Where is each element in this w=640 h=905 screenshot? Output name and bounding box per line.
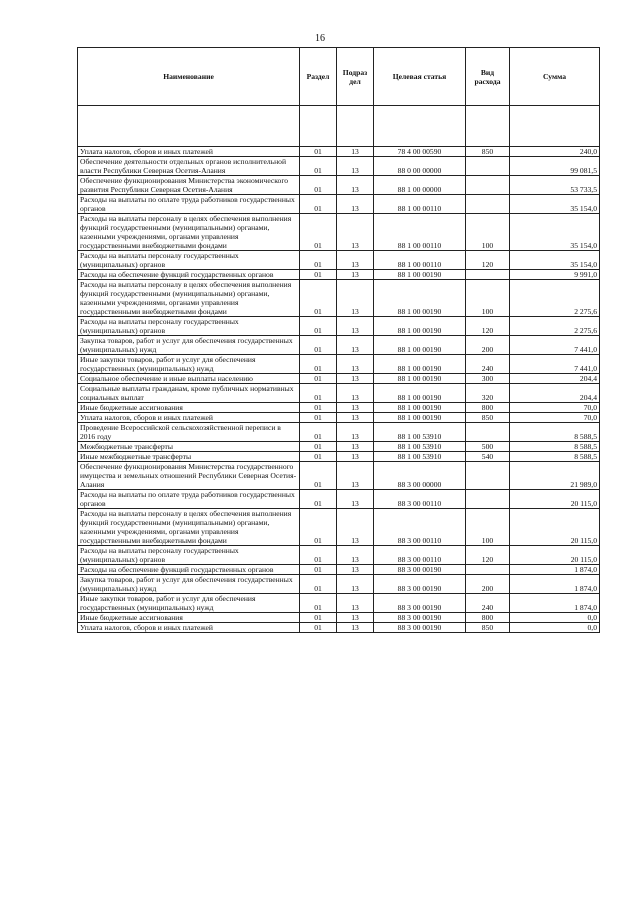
- row-kind-cell: 100: [466, 509, 510, 546]
- row-kind-cell: [466, 462, 510, 490]
- row-amount-cell: 20 115,0: [510, 509, 600, 546]
- header-expense-type: Вид расхода: [466, 48, 510, 106]
- row-subsection-cell: 13: [337, 336, 374, 355]
- row-subsection-cell: 13: [337, 546, 374, 565]
- row-subsection-cell: 13: [337, 623, 374, 633]
- row-amount-cell: 240,0: [510, 147, 600, 157]
- row-article-cell: 88 3 00 00190: [374, 623, 466, 633]
- row-name-cell: Расходы на выплаты персоналу государственных (муниципальных) органов: [78, 251, 300, 270]
- row-section-cell: 01: [300, 251, 337, 270]
- row-subsection-cell: 13: [337, 442, 374, 452]
- row-name-cell: Обеспечение деятельности отдельных органов исполнительной власти Республики Северная Осетия-Алания: [78, 157, 300, 176]
- row-section-cell: 01: [300, 280, 337, 317]
- row-section-cell: 01: [300, 403, 337, 413]
- row-subsection-cell: 13: [337, 214, 374, 251]
- spacer-cell: [337, 106, 374, 147]
- row-section-cell: 01: [300, 462, 337, 490]
- row-name-cell: Расходы на обеспечение функций государственных органов: [78, 565, 300, 575]
- row-amount-cell: 8 588,5: [510, 452, 600, 462]
- row-article-cell: 88 1 00 00190: [374, 317, 466, 336]
- row-kind-cell: [466, 423, 510, 442]
- table-row: [78, 413, 600, 423]
- table-row: [78, 157, 600, 176]
- table-row: [78, 355, 600, 374]
- row-name-cell: Социальные выплаты гражданам, кроме публичных нормативных социальных выплат: [78, 384, 300, 403]
- table-row: [78, 195, 600, 214]
- row-subsection-cell: 13: [337, 423, 374, 442]
- row-subsection-cell: 13: [337, 384, 374, 403]
- table-row: [78, 442, 600, 452]
- row-section-cell: 01: [300, 214, 337, 251]
- page-number: 16: [315, 33, 325, 44]
- row-section-cell: 01: [300, 594, 337, 613]
- row-subsection-cell: 13: [337, 575, 374, 594]
- row-amount-cell: 20 115,0: [510, 490, 600, 509]
- row-article-cell: 88 1 00 00110: [374, 251, 466, 270]
- row-subsection-cell: 13: [337, 270, 374, 280]
- row-kind-cell: 100: [466, 214, 510, 251]
- row-kind-cell: 500: [466, 442, 510, 452]
- row-section-cell: 01: [300, 623, 337, 633]
- row-amount-cell: 1 874,0: [510, 565, 600, 575]
- row-section-cell: 01: [300, 147, 337, 157]
- row-subsection-cell: 13: [337, 462, 374, 490]
- table-body: [78, 106, 600, 633]
- row-kind-cell: [466, 157, 510, 176]
- row-article-cell: 88 1 00 00190: [374, 403, 466, 413]
- row-section-cell: 01: [300, 384, 337, 403]
- row-section-cell: 01: [300, 317, 337, 336]
- table-row: [78, 452, 600, 462]
- row-kind-cell: 100: [466, 280, 510, 317]
- row-subsection-cell: 13: [337, 509, 374, 546]
- row-kind-cell: 240: [466, 594, 510, 613]
- table-row: [78, 374, 600, 384]
- table-row: [78, 384, 600, 403]
- table-row: [78, 546, 600, 565]
- row-article-cell: 88 3 00 00110: [374, 490, 466, 509]
- row-article-cell: 88 3 00 00110: [374, 509, 466, 546]
- spacer-cell: [374, 106, 466, 147]
- row-subsection-cell: 13: [337, 594, 374, 613]
- row-kind-cell: 120: [466, 317, 510, 336]
- row-kind-cell: [466, 176, 510, 195]
- row-article-cell: 78 4 00 00590: [374, 147, 466, 157]
- budget-table: [77, 47, 600, 633]
- header-target-article: Целевая статья: [374, 48, 466, 106]
- row-subsection-cell: 13: [337, 147, 374, 157]
- row-section-cell: 01: [300, 575, 337, 594]
- table-row: [78, 147, 600, 157]
- row-name-cell: Расходы на выплаты по оплате труда работников государственных органов: [78, 195, 300, 214]
- row-section-cell: 01: [300, 336, 337, 355]
- row-kind-cell: 200: [466, 575, 510, 594]
- table-row: [78, 251, 600, 270]
- table-row: [78, 317, 600, 336]
- row-kind-cell: 850: [466, 147, 510, 157]
- row-article-cell: 88 3 00 00190: [374, 575, 466, 594]
- row-name-cell: Закупка товаров, работ и услуг для обеспечения государственных (муниципальных) нужд: [78, 336, 300, 355]
- row-subsection-cell: 13: [337, 403, 374, 413]
- row-name-cell: Расходы на обеспечение функций государственных органов: [78, 270, 300, 280]
- row-kind-cell: 800: [466, 613, 510, 623]
- row-amount-cell: 8 588,5: [510, 423, 600, 442]
- table-row: [78, 594, 600, 613]
- table-header: [78, 48, 600, 106]
- row-amount-cell: 35 154,0: [510, 214, 600, 251]
- spacer-cell: [510, 106, 600, 147]
- row-article-cell: 88 3 00 00000: [374, 462, 466, 490]
- spacer-cell: [78, 106, 300, 147]
- table-row: [78, 509, 600, 546]
- row-amount-cell: 0,0: [510, 623, 600, 633]
- row-section-cell: 01: [300, 423, 337, 442]
- row-name-cell: Обеспечение функционирования Министерства экономического развития Республики Северная Осетия-Алания: [78, 176, 300, 195]
- row-amount-cell: 35 154,0: [510, 195, 600, 214]
- header-amount: Сумма: [510, 48, 600, 106]
- row-kind-cell: 800: [466, 403, 510, 413]
- row-article-cell: 88 1 00 00190: [374, 413, 466, 423]
- row-amount-cell: 99 081,5: [510, 157, 600, 176]
- row-section-cell: 01: [300, 176, 337, 195]
- row-kind-cell: 850: [466, 623, 510, 633]
- row-article-cell: 88 3 00 00110: [374, 546, 466, 565]
- row-article-cell: 88 1 00 00190: [374, 355, 466, 374]
- row-name-cell: Расходы на выплаты по оплате труда работников государственных органов: [78, 490, 300, 509]
- row-article-cell: 88 1 00 00190: [374, 374, 466, 384]
- table-spacer-row: [78, 106, 600, 147]
- row-article-cell: 88 0 00 00000: [374, 157, 466, 176]
- table-row: [78, 423, 600, 442]
- row-amount-cell: 7 441,0: [510, 355, 600, 374]
- row-name-cell: Иные бюджетные ассигнования: [78, 613, 300, 623]
- row-name-cell: Межбюджетные трансферты: [78, 442, 300, 452]
- row-kind-cell: [466, 490, 510, 509]
- table-row: [78, 575, 600, 594]
- table-row: [78, 336, 600, 355]
- row-section-cell: 01: [300, 509, 337, 546]
- row-section-cell: 01: [300, 613, 337, 623]
- row-name-cell: Иные межбюджетные трансферты: [78, 452, 300, 462]
- row-amount-cell: 8 588,5: [510, 442, 600, 452]
- row-section-cell: 01: [300, 157, 337, 176]
- row-section-cell: 01: [300, 413, 337, 423]
- row-name-cell: Социальное обеспечение и иные выплаты населению: [78, 374, 300, 384]
- row-subsection-cell: 13: [337, 565, 374, 575]
- row-amount-cell: 204,4: [510, 384, 600, 403]
- row-name-cell: Расходы на выплаты персоналу государственных (муниципальных) органов: [78, 317, 300, 336]
- table-row: [78, 214, 600, 251]
- row-section-cell: 01: [300, 270, 337, 280]
- row-subsection-cell: 13: [337, 280, 374, 317]
- row-kind-cell: 120: [466, 546, 510, 565]
- row-section-cell: 01: [300, 565, 337, 575]
- row-subsection-cell: 13: [337, 317, 374, 336]
- row-amount-cell: 1 874,0: [510, 575, 600, 594]
- row-name-cell: Проведение Всероссийской сельскохозяйственной переписи в 2016 году: [78, 423, 300, 442]
- row-section-cell: 01: [300, 546, 337, 565]
- row-kind-cell: 850: [466, 413, 510, 423]
- row-name-cell: Закупка товаров, работ и услуг для обеспечения государственных (муниципальных) нужд: [78, 575, 300, 594]
- row-article-cell: 88 1 00 00190: [374, 384, 466, 403]
- row-section-cell: 01: [300, 355, 337, 374]
- row-article-cell: 88 3 00 00190: [374, 565, 466, 575]
- row-name-cell: Расходы на выплаты персоналу государственных (муниципальных) органов: [78, 546, 300, 565]
- table-row: [78, 462, 600, 490]
- row-subsection-cell: 13: [337, 374, 374, 384]
- row-article-cell: 88 1 00 53910: [374, 452, 466, 462]
- row-kind-cell: 240: [466, 355, 510, 374]
- row-article-cell: 88 1 00 00110: [374, 195, 466, 214]
- spacer-cell: [466, 106, 510, 147]
- row-article-cell: 88 1 00 53910: [374, 423, 466, 442]
- row-article-cell: 88 1 00 53910: [374, 442, 466, 452]
- row-section-cell: 01: [300, 442, 337, 452]
- row-name-cell: Расходы на выплаты персоналу в целях обеспечения выполнения функций государственными (муниципальными) органами, казенными учреждениями, органами управления государственными внебюджетными фондами: [78, 509, 300, 546]
- row-name-cell: Иные закупки товаров, работ и услуг для обеспечения государственных (муниципальных) нужд: [78, 594, 300, 613]
- header-subsection: Подраз дел: [337, 48, 374, 106]
- row-article-cell: 88 1 00 00190: [374, 336, 466, 355]
- row-subsection-cell: 13: [337, 157, 374, 176]
- header-name: Наименование: [78, 48, 300, 106]
- row-subsection-cell: 13: [337, 355, 374, 374]
- row-subsection-cell: 13: [337, 176, 374, 195]
- header-section: Раздел: [300, 48, 337, 106]
- row-section-cell: 01: [300, 452, 337, 462]
- row-name-cell: Иные бюджетные ассигнования: [78, 403, 300, 413]
- row-name-cell: Расходы на выплаты персоналу в целях обеспечения выполнения функций государственными (муниципальными) органами, казенными учреждениями, органами управления государственными внебюджетными фондами: [78, 214, 300, 251]
- row-amount-cell: 204,4: [510, 374, 600, 384]
- table-row: [78, 403, 600, 413]
- row-kind-cell: 200: [466, 336, 510, 355]
- row-subsection-cell: 13: [337, 452, 374, 462]
- row-subsection-cell: 13: [337, 251, 374, 270]
- row-amount-cell: 1 874,0: [510, 594, 600, 613]
- row-subsection-cell: 13: [337, 490, 374, 509]
- row-amount-cell: 53 733,5: [510, 176, 600, 195]
- row-kind-cell: [466, 270, 510, 280]
- row-amount-cell: 9 991,0: [510, 270, 600, 280]
- row-subsection-cell: 13: [337, 195, 374, 214]
- row-amount-cell: 70,0: [510, 413, 600, 423]
- table-row: [78, 623, 600, 633]
- row-name-cell: Уплата налогов, сборов и иных платежей: [78, 623, 300, 633]
- table-row: [78, 565, 600, 575]
- row-amount-cell: 0,0: [510, 613, 600, 623]
- row-kind-cell: 540: [466, 452, 510, 462]
- table-row: [78, 270, 600, 280]
- row-amount-cell: 35 154,0: [510, 251, 600, 270]
- row-kind-cell: [466, 565, 510, 575]
- row-article-cell: 88 3 00 00190: [374, 594, 466, 613]
- table-row: [78, 490, 600, 509]
- row-article-cell: 88 1 00 00110: [374, 214, 466, 251]
- row-amount-cell: 70,0: [510, 403, 600, 413]
- spacer-cell: [300, 106, 337, 147]
- row-article-cell: 88 1 00 00000: [374, 176, 466, 195]
- row-article-cell: 88 3 00 00190: [374, 613, 466, 623]
- row-name-cell: Уплата налогов, сборов и иных платежей: [78, 413, 300, 423]
- row-kind-cell: 300: [466, 374, 510, 384]
- row-name-cell: Уплата налогов, сборов и иных платежей: [78, 147, 300, 157]
- row-amount-cell: 7 441,0: [510, 336, 600, 355]
- row-subsection-cell: 13: [337, 413, 374, 423]
- row-kind-cell: 320: [466, 384, 510, 403]
- row-amount-cell: 20 115,0: [510, 546, 600, 565]
- table-row: [78, 280, 600, 317]
- row-amount-cell: 2 275,6: [510, 280, 600, 317]
- row-article-cell: 88 1 00 00190: [374, 270, 466, 280]
- row-section-cell: 01: [300, 195, 337, 214]
- row-subsection-cell: 13: [337, 613, 374, 623]
- table-row: [78, 176, 600, 195]
- row-amount-cell: 2 275,6: [510, 317, 600, 336]
- table-row: [78, 613, 600, 623]
- row-name-cell: Иные закупки товаров, работ и услуг для обеспечения государственных (муниципальных) нужд: [78, 355, 300, 374]
- row-article-cell: 88 1 00 00190: [374, 280, 466, 317]
- row-section-cell: 01: [300, 374, 337, 384]
- row-name-cell: Обеспечение функционирования Министерства государственного имущества и земельных отношений Республики Северная Осетия-Алания: [78, 462, 300, 490]
- row-amount-cell: 21 989,0: [510, 462, 600, 490]
- row-section-cell: 01: [300, 490, 337, 509]
- row-kind-cell: 120: [466, 251, 510, 270]
- row-name-cell: Расходы на выплаты персоналу в целях обеспечения выполнения функций государственными (муниципальными) органами, казенными учреждениями, органами управления государственными внебюджетными фондами: [78, 280, 300, 317]
- row-kind-cell: [466, 195, 510, 214]
